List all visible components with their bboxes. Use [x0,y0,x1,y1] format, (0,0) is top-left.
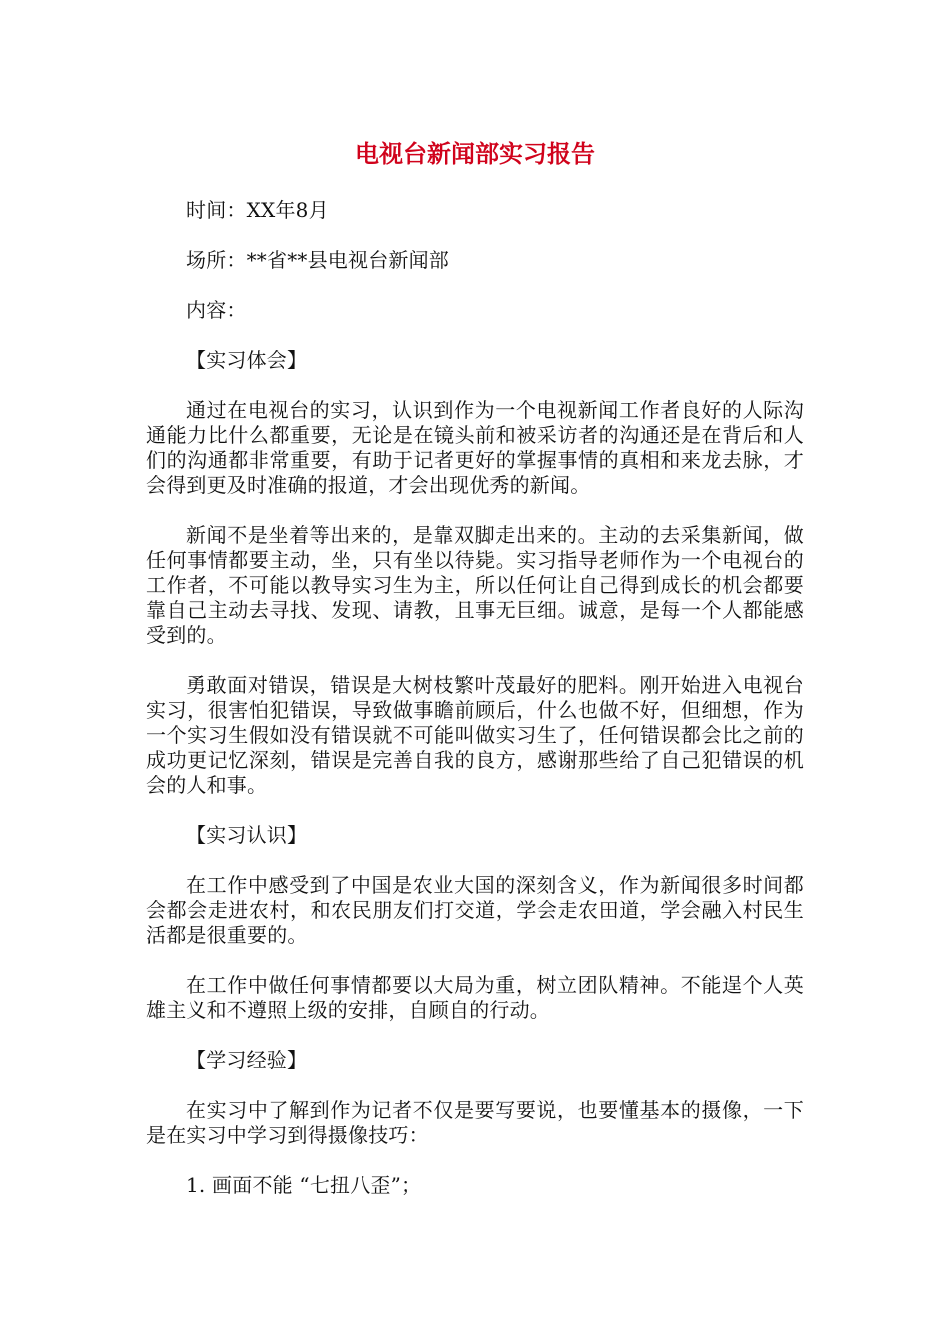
document-body [146,198,804,1223]
paragraph: 通过在电视台的实习，认识到作为一个电视新闻工作者良好的人际沟通能力比什么都重要，无论是在镜头前和被采访者的沟通还是在背后和人们的沟通都非常重要，有助于记者更好的掌握事情的真相和来龙去脉，才会得到更及时准确的报道，才会出现优秀的新闻。 [146,398,804,497]
paragraph: 在实习中了解到作为记者不仅是要写要说，也要懂基本的摄像，一下是在实习中学习到得摄像技巧： [146,1098,804,1147]
section-heading-experience: 【实习体会】 [186,348,308,372]
paragraph: 勇敢面对错误，错误是大树枝繁叶茂最好的肥料。刚开始进入电视台实习，很害怕犯错误，导致做事瞻前顾后，什么也做不好，但细想，作为一个实习生假如没有错误就不可能叫做实习生了，任何错误都会比之前的成功更记忆深刻，错误是完善自我的良方，感谢那些给了自己犯错误的机会的人和事。 [146,673,804,797]
document-title: 电视台新闻部实习报告 [355,140,595,168]
paragraph-content-label: 内容： [186,298,247,322]
section-heading-lessons: 【学习经验】 [186,1048,308,1072]
section-heading-understanding: 【实习认识】 [186,823,308,847]
list-item: 1. 画面不能 “七扭八歪”； [186,1173,422,1197]
paragraph-place: 场所：**省**县电视台新闻部 [186,248,449,272]
paragraph-time: 时间：XX年8月 [186,198,329,222]
paragraph: 在工作中感受到了中国是农业大国的深刻含义，作为新闻很多时间都会都会走进农村，和农民朋友们打交道，学会走农田道，学会融入村民生活都是很重要的。 [146,873,804,947]
paragraph: 新闻不是坐着等出来的，是靠双脚走出来的。主动的去采集新闻，做任何事情都要主动，坐，只有坐以待毙。实习指导老师作为一个电视台的工作者，不可能以教导实习生为主，所以任何让自己得到成长的机会都要靠自己主动去寻找、发现、请教，且事无巨细。诚意，是每一个人都能感受到的。 [146,523,804,647]
paragraph: 在工作中做任何事情都要以大局为重，树立团队精神。不能逞个人英雄主义和不遵照上级的安排，自顾自的行动。 [146,973,804,1022]
